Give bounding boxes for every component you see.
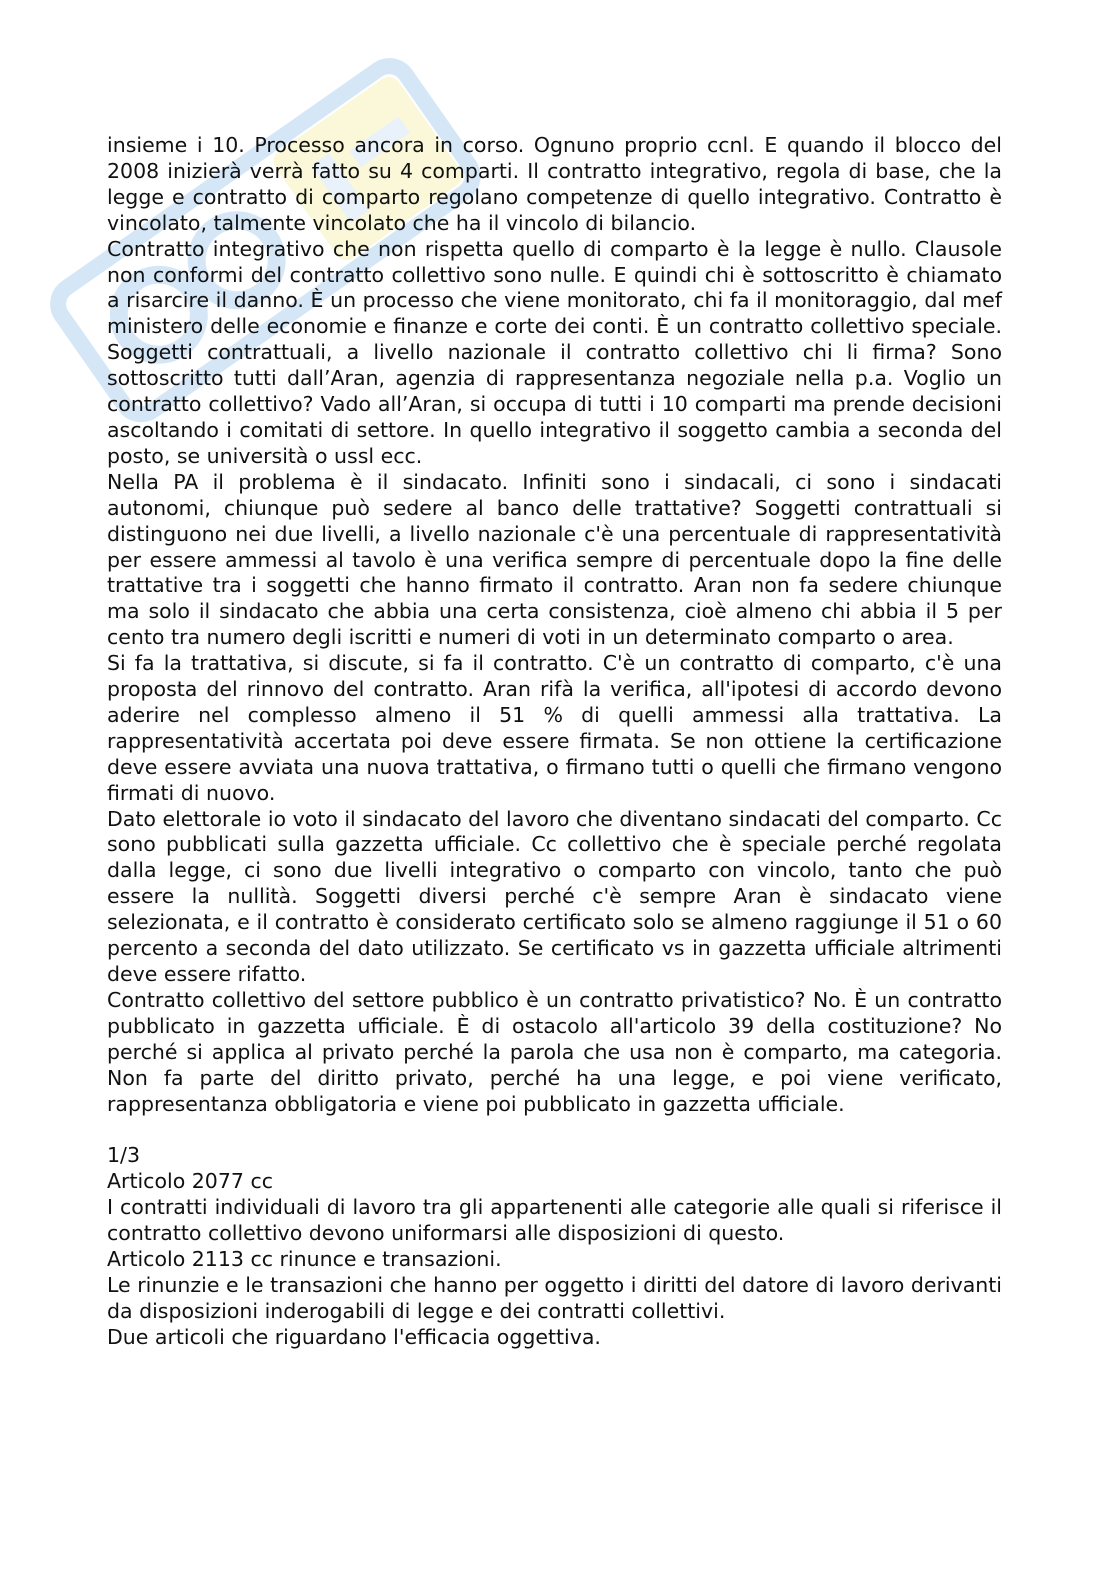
document-body bbox=[107, 133, 1002, 1351]
paragraph-1: insieme i 10. Processo ancora in corso. Ognuno proprio ccnl. E quando il blocco del 2008 inizierà verrà fatto su 4 comparti. Il contratto integrativo, regola di base, che la legge e contratto di comparto regolano competenze di quello integrativo. Contratto è vincolato, talmente vincolato che ha il vincolo di bilancio. bbox=[107, 133, 1002, 235]
article-2077-text: I contratti individuali di lavoro tra gli appartenenti alle categorie alle quali si riferisce il contratto collettivo devono uniformarsi alle disposizioni di questo. bbox=[107, 1195, 1002, 1246]
paragraph-4: Si fa la trattativa, si discute, si fa il contratto. C'è un contratto di comparto, c'è una proposta del rinnovo del contratto. Aran rifà la verifica, all'ipotesi di accordo devono aderire nel complesso almeno il 51 % di quelli ammessi alla trattativa. La rappresentatività accertata poi deve essere firmata. Se non ottiene la certificazione deve essere avviata una nuova trattativa, o firmano tutti o quelli che firmano vengono firmati di nuovo. bbox=[107, 651, 1002, 805]
article-2113-text: Le rinunzie e le transazioni che hanno per oggetto i diritti del datore di lavoro derivanti da disposizioni inderogabili di legge e dei contratti collettivi. bbox=[107, 1272, 1002, 1323]
closing-line: Due articoli che riguardano l'efficacia oggettiva. bbox=[107, 1324, 601, 1349]
paragraph-5: Dato elettorale io voto il sindacato del lavoro che diventano sindacati del comparto. Cc sono pubblicati sulla gazzetta ufficiale. Cc collettivo che è speciale perché regolata dalla legge, ci sono due livelli integrativo o comparto con vincolo, tanto che può essere la nullità. Soggetti diversi perché c'è sempre Aran è sindacato viene selezionata, e il contratto è considerato certificato solo se almeno raggiunge il 51 o 60 percento a seconda del dato utilizzato. Se certificato vs in gazzetta ufficiale altrimenti deve essere rifatto. bbox=[107, 806, 1002, 986]
paragraph-3: Nella PA il problema è il sindacato. Infiniti sono i sindacali, ci sono i sindacati autonomi, chiunque può sedere al banco delle trattative? Soggetti contrattuali si distinguono nei due livelli, a livello nazionale c'è una percentuale di rappresentatività per essere ammessi al tavolo è una verifica sempre di percentuale dopo la fine delle trattative tra i soggetti che hanno firmato il contratto. Aran non fa sedere chiunque ma solo il sindacato che abbia una certa consistenza, cioè almeno chi abbia il 5 per cento tra numero degli iscritti e numeri di voti in un determinato comparto o area. bbox=[107, 469, 1002, 650]
article-2077-title: Articolo 2077 cc bbox=[107, 1169, 273, 1194]
article-2113-title: Articolo 2113 cc rinunce e transazioni. bbox=[107, 1246, 502, 1271]
blank-line bbox=[107, 1117, 1002, 1143]
paragraph-6: Contratto collettivo del settore pubblico è un contratto privatistico? No. È un contratto pubblicato in gazzetta ufficiale. È di ostacolo all'articolo 39 della costituzione? No perché si applica al privato perché la parola che usa non è comparto, ma categoria. Non fa parte del diritto privato, perché ha una legge, e poi viene verificato, rappresentanza obbligatoria e viene poi pubblicato in gazzetta ufficiale. bbox=[107, 987, 1002, 1116]
section-marker: 1/3 bbox=[107, 1143, 140, 1168]
paragraph-2: Contratto integrativo che non rispetta quello di comparto è la legge è nullo. Clausole non conformi del contratto collettivo sono nulle. E quindi chi è sottoscritto è chiamato a risarcire il danno. È un processo che viene monitorato, chi fa il monitoraggio, dal mef ministero delle economie e finanze e corte dei conti. È un contratto collettivo speciale. Soggetti contrattuali, a livello nazionale il contratto collettivo chi li firma? Sono sottoscritto tutti dall’Aran, agenzia di rappresentanza negoziale nella p.a. Voglio un contratto collettivo? Vado all’Aran, si occupa di tutti i 10 comparti ma prende decisioni ascoltando i comitati di settore. In quello integrativo il soggetto cambia a seconda del posto, se università o ussl ecc. bbox=[107, 236, 1002, 468]
